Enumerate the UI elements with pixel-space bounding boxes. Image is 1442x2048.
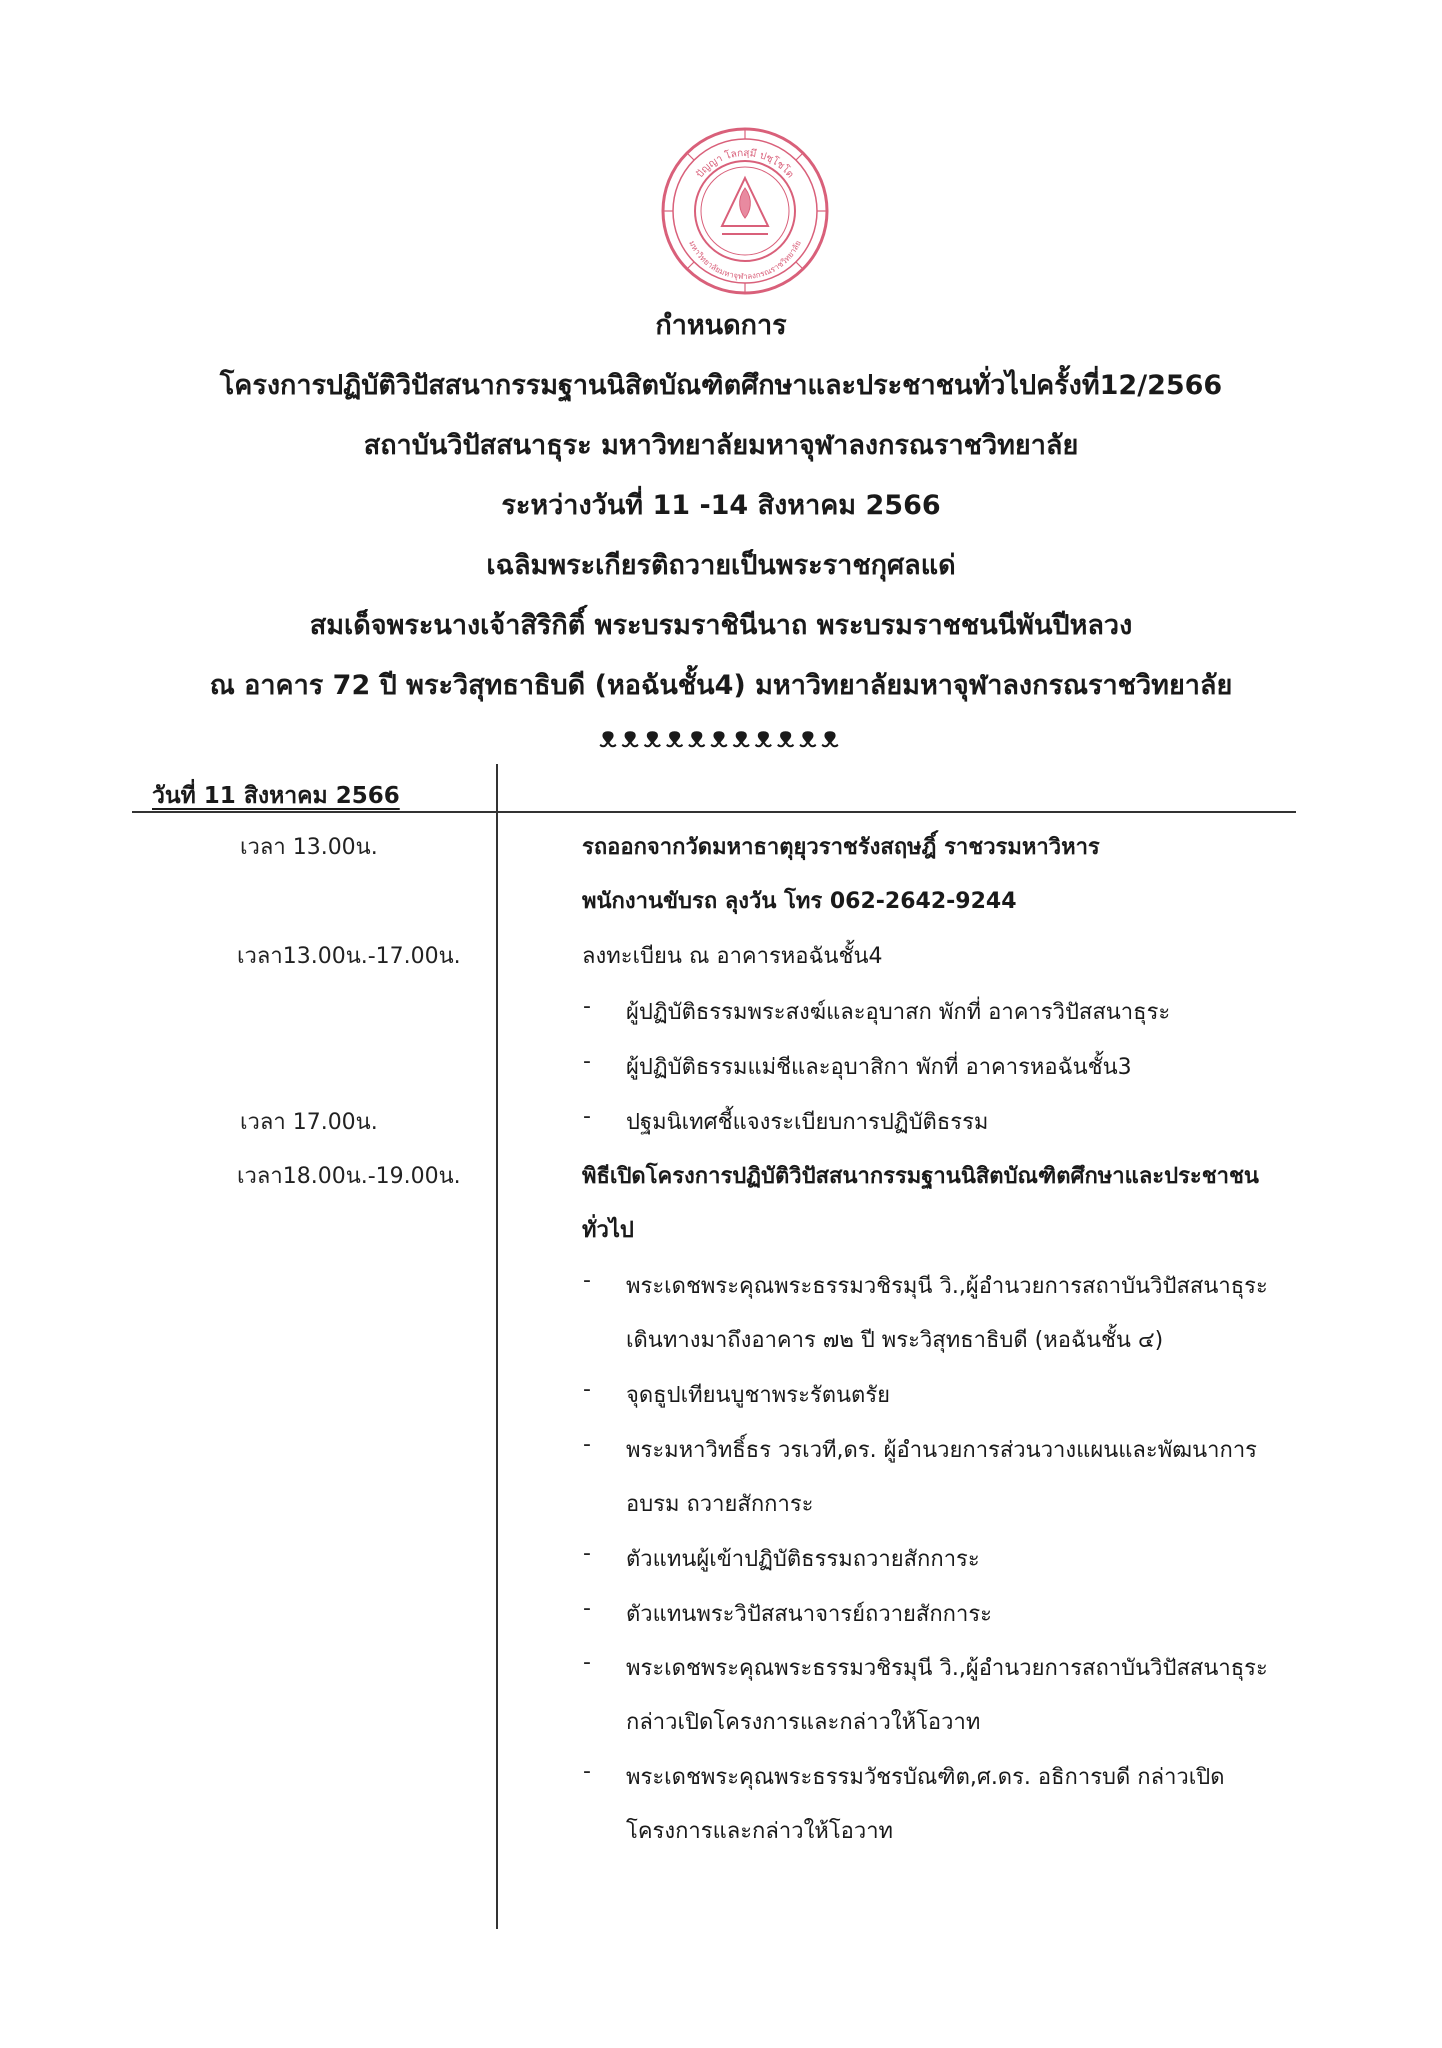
time-3: เวลา 17.00น. (240, 1110, 378, 1135)
title-block (0, 296, 1442, 716)
detail-line-6: ปฐมนิเทศชี้แจงระเบียบการปฏิบัติธรรม (626, 1110, 989, 1135)
dedication-line: เฉลิมพระเกียรติถวายเป็นพระราชกุศลแด่ (486, 550, 956, 581)
doc-title: กำหนดการ (655, 310, 787, 341)
seal-top-text: ปัญญา โลกสฺมึ ปชฺโชโต (694, 147, 796, 181)
table-vertical-rule (496, 764, 498, 1929)
bullet-dash: - (583, 1596, 591, 1621)
bullet-dash: - (583, 1377, 591, 1402)
detail-line-10: เดินทางมาถึงอาคาร ๗๒ ปี พระวิสุทธาธิบดี (หอฉันชั้น ๔) (626, 1328, 1164, 1353)
bullet-dash: - (583, 994, 591, 1019)
time-4: เวลา18.00น.-19.00น. (237, 1164, 461, 1189)
venue-line: ณ อาคาร 72 ปี พระวิสุทธาธิบดี (หอฉันชั้น4) มหาวิทยาลัยมหาจุฬาลงกรณราชวิทยาลัย (209, 670, 1233, 701)
detail-line-3: ลงทะเบียน ณ อาคารหอฉันชั้น4 (582, 944, 883, 969)
table-horizontal-rule (132, 811, 1296, 813)
bullet-dash: - (583, 1541, 591, 1566)
seal-bottom-text: มหาวิทยาลัยมหาจุฬาลงกรณราชวิทยาลัย (687, 239, 803, 281)
detail-line-15: ตัวแทนพระวิปัสสนาจารย์ถวายสักการะ (626, 1602, 992, 1627)
bullet-dash: - (583, 1650, 591, 1675)
bullet-dash: - (583, 1049, 591, 1074)
detail-line-9: พระเดชพระคุณพระธรรมวชิรมุนี วิ.,ผู้อำนวยการสถาบันวิปัสสนาธุระ (626, 1274, 1268, 1299)
ornament-divider: ᴥᴥᴥᴥᴥᴥᴥᴥᴥᴥᴥ (598, 720, 844, 755)
bullet-dash: - (583, 1759, 591, 1784)
bullet-dash: - (583, 1268, 591, 1293)
royal-line: สมเด็จพระนางเจ้าสิริกิติ์ พระบรมราชินีนาถ พระบรมราชชนนีพันปีหลวง (309, 610, 1133, 641)
time-1: เวลา 13.00น. (240, 835, 378, 860)
detail-line-8: ทั่วไป (582, 1218, 634, 1243)
detail-line-2: พนักงานขับรถ ลุงวัน โทร 062-2642-9244 (582, 889, 1017, 914)
university-seal (660, 126, 830, 296)
detail-line-16: พระเดชพระคุณพระธรรมวชิรมุนี วิ.,ผู้อำนวยการสถาบันวิปัสสนาธุระ (626, 1656, 1268, 1681)
detail-line-14: ตัวแทนผู้เข้าปฏิบัติธรรมถวายสักการะ (626, 1547, 980, 1572)
detail-line-17: กล่าวเปิดโครงการและกล่าวให้โอวาท (626, 1710, 981, 1735)
detail-line-12: พระมหาวิทธิ์ธร วรเวที,ดร. ผู้อำนวยการส่วนวางแผนและพัฒนาการ (626, 1438, 1257, 1463)
detail-line-19: โครงการและกล่าวให้โอวาท (626, 1819, 894, 1844)
bullet-dash: - (583, 1104, 591, 1129)
bullet-dash: - (583, 1432, 591, 1457)
day-label: วันที่ 11 สิงหาคม 2566 (152, 783, 400, 809)
time-2: เวลา13.00น.-17.00น. (237, 944, 461, 969)
institute-name: สถาบันวิปัสสนาธุระ มหาวิทยาลัยมหาจุฬาลงกรณราชวิทยาลัย (363, 430, 1079, 461)
detail-line-18: พระเดชพระคุณพระธรรมวัชรบัณฑิต,ศ.ดร. อธิการบดี กล่าวเปิด (626, 1765, 1225, 1790)
detail-line-5: ผู้ปฏิบัติธรรมแม่ชีและอุบาสิกา พักที่ อาคารหอฉันชั้น3 (626, 1055, 1132, 1080)
detail-line-4: ผู้ปฏิบัติธรรมพระสงฆ์และอุบาสก พักที่ อาคารวิปัสสนาธุระ (626, 1000, 1171, 1025)
detail-line-11: จุดธูปเทียนบูชาพระรัตนตรัย (626, 1383, 891, 1408)
project-name: โครงการปฏิบัติวิปัสสนากรรมฐานนิสิตบัณฑิตศึกษาและประชาชนทั่วไปครั้งที่12/2566 (219, 370, 1223, 401)
detail-line-1: รถออกจากวัดมหาธาตุยุวราชรังสฤษฎิ์ ราชวรมหาวิหาร (582, 835, 1100, 860)
date-range: ระหว่างวันที่ 11 -14 สิงหาคม 2566 (501, 490, 941, 521)
detail-line-13: อบรม ถวายสักการะ (626, 1492, 814, 1517)
detail-line-7: พิธีเปิดโครงการปฏิบัติวิปัสสนากรรมฐานนิสิตบัณฑิตศึกษาและประชาชน (582, 1164, 1259, 1189)
